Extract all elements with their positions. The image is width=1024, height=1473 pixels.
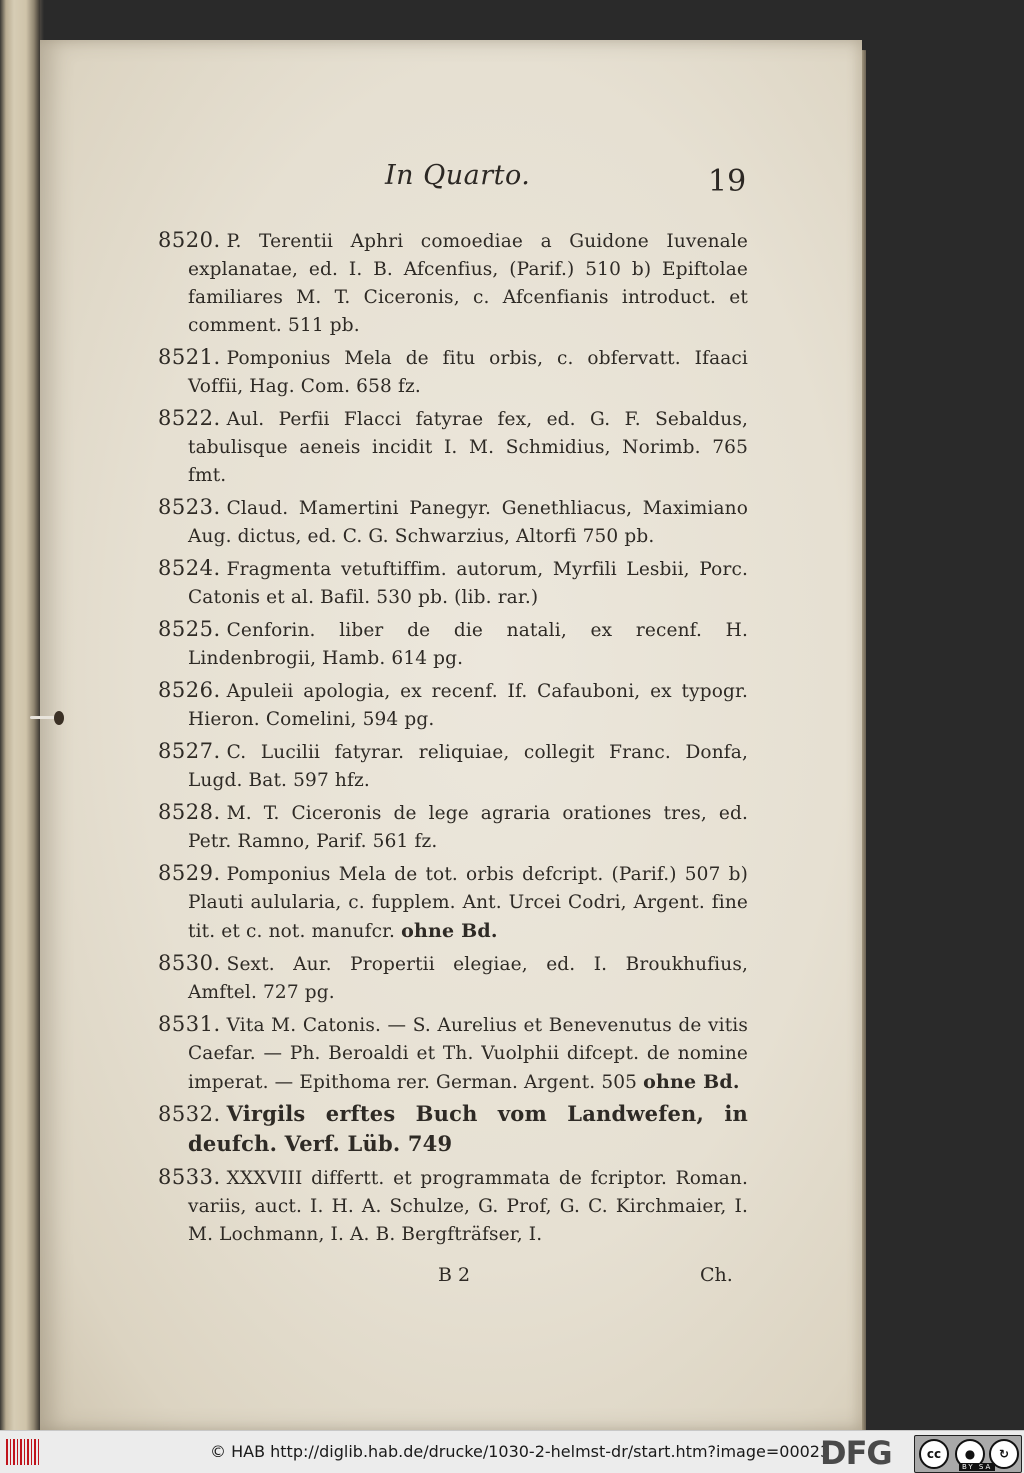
catalog-entry (158, 493, 748, 551)
entry-text: P. Terentii Aphri comoediae a Guidone Iuvenale explanatae, ed. I. B. Afcenfius, (Parif.) 510 b) Epiftolae familiares M. T. Ciceronis, c. Afcenfianis introduct. et comment. 511 pb. (188, 231, 748, 336)
share-alike-icon: ↻ (989, 1439, 1019, 1469)
lot-number: 8520. (158, 228, 221, 252)
book-page (40, 40, 862, 1430)
lot-number: 8524. (158, 556, 221, 580)
catalog-entry (158, 676, 748, 734)
running-head: In Quarto. (385, 160, 531, 191)
entry-text: C. Lucilii fatyrar. reliquiae, collegit Franc. Donfa, Lugd. Bat. 597 hfz. (188, 742, 748, 791)
catalog-entry (158, 1010, 748, 1097)
entry-text: Claud. Mamertini Panegyr. Genethliacus, Maximiano Aug. dictus, ed. C. G. Schwarzius, Altorfi 750 pb. (188, 498, 748, 547)
catalog-entry (158, 859, 748, 946)
barcode-icon (6, 1439, 40, 1465)
catalog-entry (158, 615, 748, 673)
thread-knot (54, 711, 64, 725)
viewer-footer-bar (0, 1430, 1024, 1473)
entry-text: Sext. Aur. Propertii elegiae, ed. I. Broukhufius, Amftel. 727 pg. (188, 954, 748, 1003)
catalog-entries (158, 226, 748, 1252)
binding-note: ohne Bd. (401, 920, 498, 942)
catalog-entry (158, 554, 748, 612)
catalog-entry (158, 343, 748, 401)
entry-text: Apuleii apologia, ex recenf. If. Cafauboni, ex typogr. Hieron. Comelini, 594 pg. (188, 681, 748, 730)
by-person-icon: ● (955, 1439, 985, 1469)
page-number: 19 (708, 164, 747, 199)
dfg-logo[interactable]: DFG (820, 1434, 892, 1472)
binding-thread (30, 710, 70, 726)
lot-number: 8526. (158, 678, 221, 702)
lot-number: 8522. (158, 406, 221, 430)
cc-license-labels: BY SA (959, 1463, 995, 1471)
cc-icon: cc (919, 1439, 949, 1469)
lot-number: 8525. (158, 617, 221, 641)
catalog-entry (158, 226, 748, 340)
lot-number: 8521. (158, 345, 221, 369)
entry-text-gothic: Virgils erftes Buch vom Landwefen, in deufch. Verf. Lüb. 749 (188, 1101, 748, 1156)
lot-number: 8532. (158, 1102, 221, 1126)
binding-note: ohne Bd. (643, 1071, 740, 1093)
lot-number: 8533. (158, 1165, 221, 1189)
lot-number: 8530. (158, 951, 221, 975)
entry-text: XXXVIII differtt. et programmata de fcriptor. Roman. variis, auct. I. H. A. Schulze, G. Prof, G. C. Kirchmaier, I. M. Lochmann, I. A. B. Bergfträfser, I. (188, 1168, 748, 1245)
catalog-entry (158, 1163, 748, 1249)
copyright-link[interactable]: © HAB http://diglib.hab.de/drucke/1030-2-helmst-dr/start.htm?image=00023 (210, 1442, 831, 1461)
lot-number: 8527. (158, 739, 221, 763)
entry-text: M. T. Ciceronis de lege agraria orationes tres, ed. Petr. Ramno, Parif. 561 fz. (188, 803, 748, 852)
catalog-entry (158, 949, 748, 1007)
entry-text: Cenforin. liber de die natali, ex recenf. H. Lindenbrogii, Hamb. 614 pg. (188, 620, 748, 669)
cc-license-icon[interactable] (914, 1435, 1022, 1473)
lot-number: 8531. (158, 1012, 221, 1036)
catalog-entry (158, 404, 748, 490)
entry-text: Fragmenta vetuftiffim. autorum, Myrfili Lesbii, Porc. Catonis et al. Bafil. 530 pb. (lib. rar.) (188, 559, 748, 608)
lot-number: 8529. (158, 861, 221, 885)
lot-number: 8528. (158, 800, 221, 824)
lot-number: 8523. (158, 495, 221, 519)
entry-text: Aul. Perfii Flacci fatyrae fex, ed. G. F. Sebaldus, tabulisque aeneis incidit I. M. Schmidius, Norimb. 765 fmt. (188, 409, 748, 486)
entry-text: Vita M. Catonis. — S. Aurelius et Benevenutus de vitis Caefar. — Ph. Beroaldi et Th. Vuolphii difcept. de nomine imperat. — Epithoma rer. German. Argent. 505 (188, 1015, 748, 1093)
entry-text: Pomponius Mela de fitu orbis, c. obfervatt. Ifaaci Voffii, Hag. Com. 658 fz. (188, 348, 748, 397)
catalog-entry (158, 798, 748, 856)
catalog-entry (158, 737, 748, 795)
catalog-entry (158, 1100, 748, 1160)
entry-text: Pomponius Mela de tot. orbis defcript. (Parif.) 507 b) Plauti aulularia, c. fupplem. Ant. Urcei Codri, Argent. fine tit. et c. not. manufcr. (188, 864, 748, 942)
catchword: Ch. (700, 1264, 733, 1286)
signature-mark: B 2 (438, 1264, 471, 1286)
